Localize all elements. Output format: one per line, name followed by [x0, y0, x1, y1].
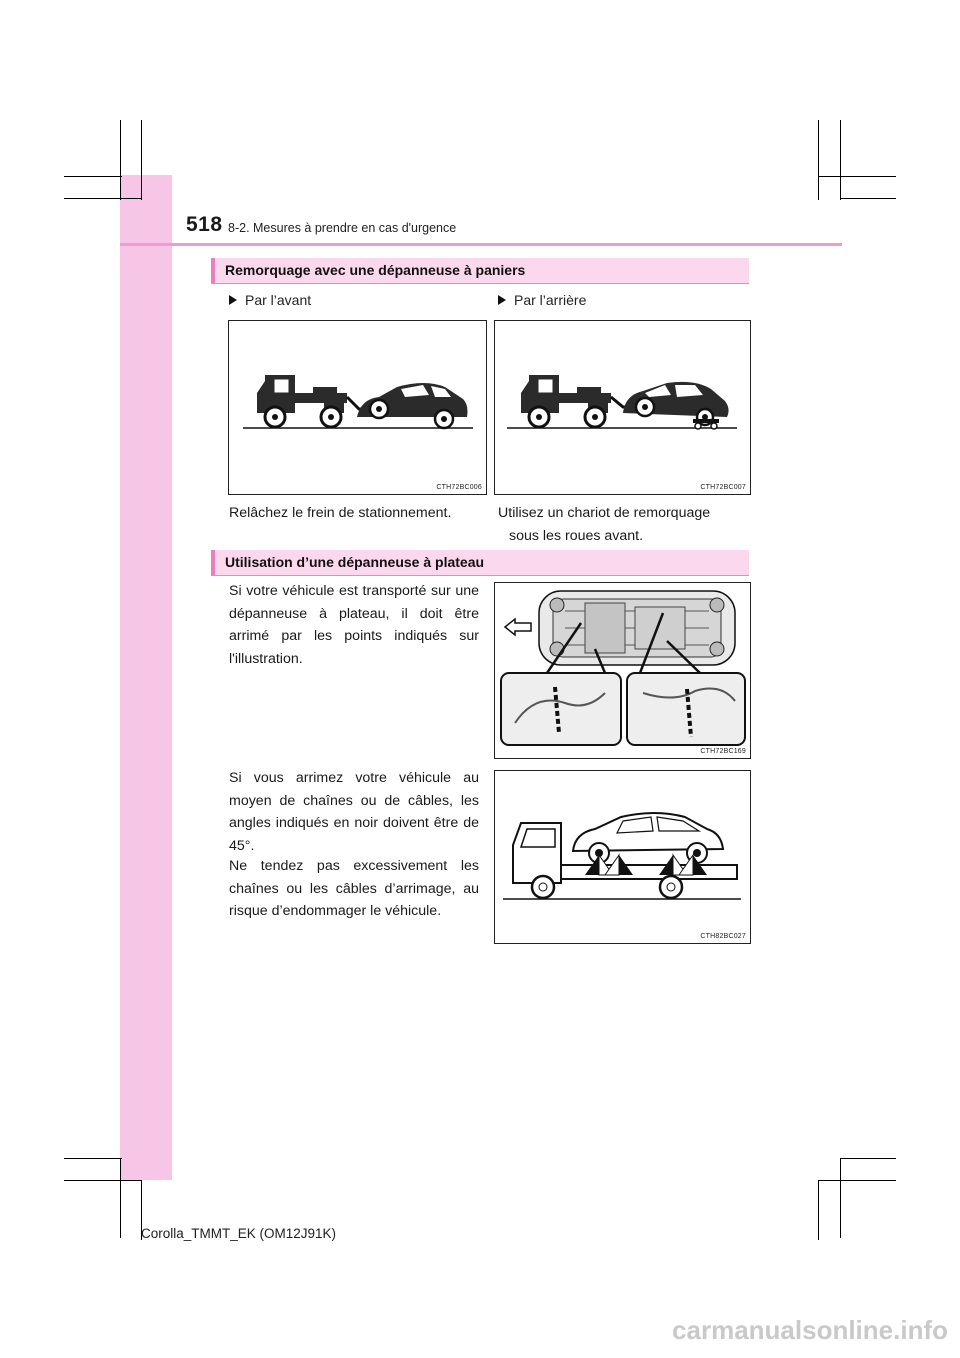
underbody-tie-down-illustration: [495, 583, 750, 758]
crop-mark: [840, 198, 896, 199]
section-heading-marker: [211, 258, 215, 283]
figure-code: CTH72BC007: [700, 484, 746, 491]
caption-rear-line2: sous les roues avant.: [509, 528, 644, 544]
crop-mark: [64, 1180, 142, 1181]
crop-mark: [818, 1180, 896, 1181]
subheading-front-label: Par l’avant: [245, 292, 312, 308]
figure-tie-down-points: [494, 582, 751, 759]
header-rule: [120, 243, 842, 246]
figure-flatbed-truck: [494, 770, 751, 944]
crop-mark: [818, 120, 819, 200]
triangle-bullet-icon: [229, 295, 237, 305]
section-heading-text: Remorquage avec une dépanneuse à paniers: [225, 262, 526, 278]
crop-mark: [64, 1158, 122, 1159]
tow-truck-front-illustration: [229, 321, 486, 494]
subheading-rear: [498, 292, 586, 308]
tow-truck-rear-illustration: [495, 321, 750, 494]
figure-code: CTH72BC169: [700, 748, 746, 755]
side-color-band: [120, 175, 172, 1180]
section-heading-basket-tow: [211, 258, 749, 284]
figure-rear-tow: [494, 320, 751, 495]
crop-mark: [818, 1180, 819, 1240]
caption-front: Relâchez le frein de stationnement.: [229, 505, 452, 521]
footer-model-code: Corolla_TMMT_EK (OM12J91K): [141, 1226, 337, 1241]
triangle-bullet-icon: [498, 295, 506, 305]
section-heading-flatbed: [211, 550, 749, 576]
figure-code: CTH72BC006: [436, 484, 482, 491]
caption-rear-line1: Utilisez un chariot de remorquage: [498, 505, 711, 521]
section-heading-marker: [211, 550, 215, 575]
crop-mark: [64, 198, 142, 199]
crop-mark: [818, 176, 896, 177]
subheading-front: [229, 292, 311, 308]
watermark: carmanualsonline.info: [672, 1315, 948, 1345]
figure-front-tow: [228, 320, 487, 495]
crop-mark: [840, 120, 841, 200]
crop-mark: [840, 1158, 896, 1159]
paragraph-flatbed-intro: Si votre véhicule est transporté sur une dépanneuse à plateau, il doit être arrimé par les points indiqués sur l'illustration.: [229, 583, 479, 667]
page-number: 518: [186, 213, 223, 236]
flatbed-truck-illustration: [495, 771, 750, 943]
subheading-rear-label: Par l’arrière: [514, 292, 587, 308]
crop-mark: [120, 1158, 121, 1238]
crop-mark: [64, 176, 122, 177]
paragraph-angle: Si vous arrimez votre véhicule au moyen de chaînes ou de câbles, les angles indiqués en noir doivent être de 45°.: [229, 770, 479, 854]
chapter-title: 8-2. Mesures à prendre en cas d'urgence: [228, 221, 457, 235]
crop-mark: [840, 1158, 841, 1238]
crop-mark: [141, 120, 142, 200]
crop-mark: [120, 120, 121, 200]
section-heading-text: Utilisation d’une dépanneuse à plateau: [225, 554, 485, 570]
paragraph-tension-warning: Ne tendez pas excessivement les chaînes ou les câbles d’arrimage, au risque d’endommager le véhicule.: [229, 858, 479, 919]
figure-code: CTH82BC027: [700, 933, 746, 940]
